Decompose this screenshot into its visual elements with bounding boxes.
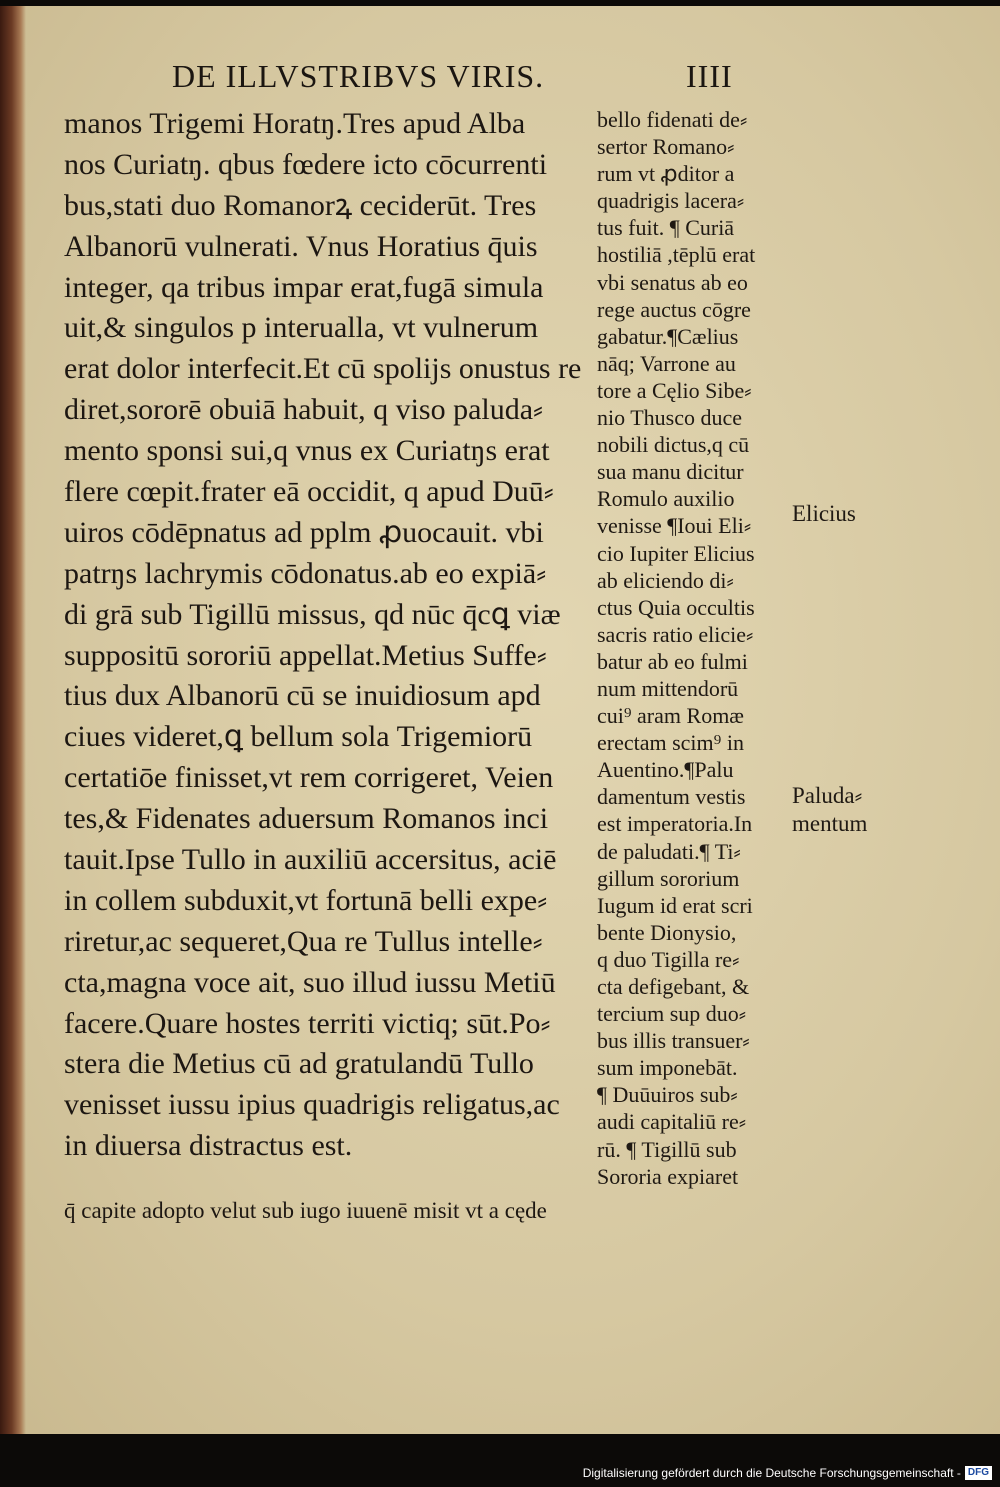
- gloss-line: sum imponebāt.: [597, 1055, 738, 1081]
- gloss-line: nio Thusco duce: [597, 405, 743, 431]
- gloss-line: rege auctus cōgre: [597, 296, 751, 322]
- side-note-elicius: [792, 500, 856, 528]
- gloss-line: bente Dionysio,: [597, 919, 737, 945]
- text-line: suppositū sororiū appellat.Metius Suffe⸗: [64, 638, 547, 672]
- running-header: [0, 58, 1000, 98]
- side-note-paludamentum: [792, 782, 867, 838]
- catchword-line: q̄ capite adopto velut sub iugo iuuenē misit vt a cęde: [64, 1198, 547, 1223]
- gloss-line: est imperatoria.In: [597, 811, 753, 837]
- text-line: integer, qa tribus impar erat,fugā simula: [64, 270, 544, 304]
- side-note-text: Paluda⸗: [792, 783, 863, 808]
- text-line: facere.Quare hostes territi victiq; sūt.Po⸗: [64, 1006, 551, 1040]
- gloss-line: cio Iupiter Elicius: [597, 540, 755, 566]
- text-line: tes,& Fidenates aduersum Romanos inci: [64, 802, 549, 836]
- text-line: flere cœpit.frater eā occidit, q apud Duū⸗: [64, 475, 554, 509]
- gloss-line: q duo Tigilla re⸗: [597, 946, 740, 972]
- gloss-line: sacris ratio elicie⸗: [597, 621, 754, 647]
- text-line: venisset iussu ipius quadrigis religatus,ac: [64, 1088, 560, 1122]
- credit-text: Digitalisierung gefördert durch die Deutsche Forschungsgemeinschaft -: [582, 1466, 961, 1480]
- marginal-gloss-column: [597, 106, 793, 1190]
- text-line: stera die Metius cū ad gratulandū Tullo: [64, 1047, 534, 1081]
- gloss-line: gabatur.¶Cælius: [597, 323, 739, 349]
- gloss-line: ¶ Duūuiros sub⸗: [597, 1082, 738, 1108]
- gloss-line: cui⁹ aram Romæ: [597, 703, 744, 729]
- text-line: ciues videret,ꝗ bellum sola Trigemiorū: [64, 720, 533, 754]
- running-title: DE ILLVSTRIBVS VIRIS.: [172, 58, 545, 94]
- text-line: uiros cōdēpnatus ad pplm ꝓuocauit. vbi: [64, 515, 544, 549]
- dfg-logo: DFG: [965, 1466, 992, 1480]
- gloss-line: erectam scim⁹ in: [597, 730, 744, 756]
- folio-number: IIII: [686, 58, 733, 94]
- gloss-line: Romulo auxilio: [597, 486, 735, 512]
- text-line: in diuersa distractus est.: [64, 1129, 353, 1163]
- gloss-line: hostiliā ,tēplū erat: [597, 242, 756, 268]
- gloss-line: de paludati.¶ Ti⸗: [597, 838, 741, 864]
- side-note-text: Elicius: [792, 501, 856, 526]
- gloss-line: venisse ¶Ioui Eli⸗: [597, 513, 752, 539]
- text-line: mento sponsi sui,q vnus ex Curiatŋs erat: [64, 434, 550, 468]
- gloss-line: num mittendorū: [597, 675, 739, 701]
- gloss-line: bello fidenati de⸗: [597, 107, 748, 132]
- gloss-line: tus fuit. ¶ Curiā: [597, 215, 735, 241]
- gloss-line: Auentino.¶Palu: [597, 757, 734, 783]
- text-line: patrŋs lachrymis cōdonatus.ab eo expiā⸗: [64, 556, 547, 590]
- gloss-line: nobili dictus,q cū: [597, 432, 750, 458]
- gloss-line: sertor Romano⸗: [597, 134, 735, 160]
- book-spine: [0, 6, 26, 1434]
- gloss-line: damentum vestis: [597, 784, 746, 810]
- gloss-line: Iugum id erat scri: [597, 892, 753, 918]
- gloss-line: audi capitaliū re⸗: [597, 1109, 747, 1135]
- gloss-line: ab eliciendo di⸗: [597, 567, 734, 593]
- text-line: cta,magna voce ait, suo illud iussu Metiū: [64, 965, 556, 999]
- text-line: Albanorū vulnerati. Vnus Horatius q̄uis: [64, 229, 538, 263]
- gloss-line: tore a Cęlio Sibe⸗: [597, 377, 752, 403]
- text-line: in collem subduxit,vt fortunā belli expe⸗: [64, 883, 548, 917]
- text-line: di grā sub Tigillū missus, qd nūc q̄cꝗ viæ: [64, 597, 561, 631]
- gloss-line: rum vt ꝓditor a: [597, 161, 735, 187]
- text-line: riretur,ac sequeret,Qua re Tullus intelle⸗: [64, 924, 543, 958]
- text-line: uit,& singulos p interualla, vt vulnerum: [64, 311, 539, 345]
- text-line: tius dux Albanorū cū se inuidiosum apd: [64, 679, 541, 713]
- text-line: certatiōe finisset,vt rem corrigeret, Veien: [64, 761, 554, 795]
- scan-border: [0, 1434, 1000, 1464]
- text-line: tauit.Ipse Tullo in auxiliū accersitus, aciē: [64, 843, 557, 877]
- digitization-credit: [583, 1466, 992, 1480]
- text-line: bus,stati duo Romanorꝝ ceciderūt. Tres: [64, 188, 537, 222]
- gloss-line: bus illis transuer⸗: [597, 1028, 750, 1054]
- gloss-line: quadrigis lacera⸗: [597, 188, 745, 214]
- text-line: nos Curiatŋ. qbus fœdere icto cōcurrenti: [64, 147, 548, 181]
- text-line: manos Trigemi Horatŋ.Tres apud Alba: [64, 107, 526, 140]
- gloss-line: gillum sororium: [597, 865, 740, 891]
- gloss-line: rū. ¶ Tigillū sub: [597, 1136, 737, 1162]
- main-text-block: [64, 104, 599, 1167]
- gloss-line: batur ab eo fulmi: [597, 648, 748, 674]
- gloss-line: Sororia expiaret: [597, 1163, 739, 1189]
- gloss-line: cta defigebant, &: [597, 974, 750, 999]
- text-line: erat dolor interfecit.Et cū spolijs onustus re: [64, 352, 582, 386]
- gloss-line: ctus Quia occultis: [597, 594, 755, 620]
- gloss-line: sua manu dicitur: [597, 459, 744, 485]
- text-line: diret,sororē obuiā habuit, q viso paluda⸗: [64, 393, 544, 427]
- gloss-line: tercium sup duo⸗: [597, 1001, 747, 1027]
- gloss-line: vbi senatus ab eo: [597, 269, 748, 295]
- side-note-text: mentum: [792, 811, 868, 836]
- gloss-line: nāq; Varrone au: [597, 350, 736, 376]
